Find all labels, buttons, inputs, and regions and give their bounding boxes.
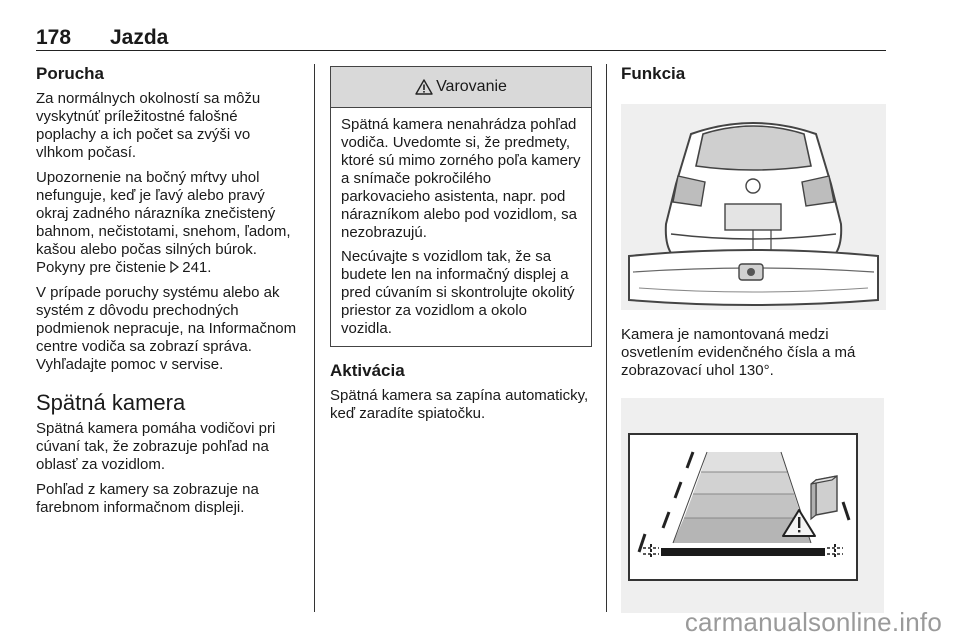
column-middle bbox=[330, 64, 592, 430]
column-right bbox=[621, 64, 889, 613]
heading-aktivacia: Aktivácia bbox=[330, 361, 405, 380]
camera-display-illustration bbox=[621, 398, 884, 613]
heading-funkcia: Funkcia bbox=[621, 64, 686, 83]
paragraph-malfunction: V prípade poruchy systému alebo ak systém z dôvodu prechodných podmienok nepracuje, na Informačnom centre vodiča sa zobrazí správa. Vyhľadajte pomoc v servise. bbox=[36, 284, 297, 373]
warning-title: Varovanie bbox=[436, 78, 507, 95]
page-number: 178 bbox=[36, 26, 72, 49]
paragraph-blind-spot-text: Upozornenie na bočný mŕtvy uhol nefunguje, keď je ľavý alebo pravý okraj zadného nárazníka znečistený bahnom, nečistotami, snehom, ľadom, kašou alebo počas silných búrok. Pokyny pre čistenie bbox=[36, 169, 291, 276]
paragraph-camera-helps: Spätná kamera pomáha vodičovi pri cúvaní tak, že zobrazuje pohľad na oblasť za vozidlom. bbox=[36, 420, 276, 473]
paragraph-funkcia: Kamera je namontovaná medzi osvetlením evidenčného čísla a má zobrazovací uhol 130°. bbox=[621, 326, 856, 379]
warning-box bbox=[330, 66, 592, 347]
page-reference-arrow-icon bbox=[170, 261, 179, 273]
car-rear-camera-illustration bbox=[621, 104, 886, 310]
paragraph-activation: Spätná kamera sa zapína automaticky, keď zaradíte spiatočku. bbox=[330, 387, 589, 422]
column-left bbox=[36, 64, 300, 524]
chapter-title: Jazda bbox=[110, 26, 169, 49]
warning-paragraph-2: Necúvajte s vozidlom tak, že sa budete len na informačný displej a pred cúvaním si skontrolujte okolitý priestor za vozidlom a okolo vozidla. bbox=[341, 248, 575, 337]
page-header bbox=[36, 26, 886, 51]
paragraph-blind-spot bbox=[36, 169, 300, 277]
warning-body bbox=[331, 108, 591, 346]
column-divider-right bbox=[606, 64, 607, 612]
warning-triangle-icon bbox=[415, 79, 436, 95]
page-reference-number[interactable]: 241 bbox=[182, 259, 208, 276]
column-divider-left bbox=[314, 64, 315, 612]
paragraph-blind-spot-end: . bbox=[207, 259, 212, 276]
heading-rear-camera: Spätná kamera bbox=[36, 390, 186, 415]
paragraph-camera-display: Pohľad z kamery sa zobrazuje na farebnom informačnom displeji. bbox=[36, 481, 259, 516]
heading-porucha: Porucha bbox=[36, 64, 105, 83]
paragraph-false-alarms: Za normálnych okolností sa môžu vyskytnúť príležitostné falošné poplachy a ich počet sa zvýši vo vlhkom počasí. bbox=[36, 90, 261, 161]
watermark-text: carmanualsonline.info bbox=[684, 607, 942, 637]
warning-header bbox=[331, 67, 591, 108]
warning-paragraph-1: Spätná kamera nenahrádza pohľad vodiča. Uvedomte si, že predmety, ktoré sú mimo zorného poľa kamery a snímače pokročilého parkovacieho asistenta, napr. pod nárazníkom alebo pod vozidlom, sa nezobrazujú. bbox=[341, 116, 581, 241]
